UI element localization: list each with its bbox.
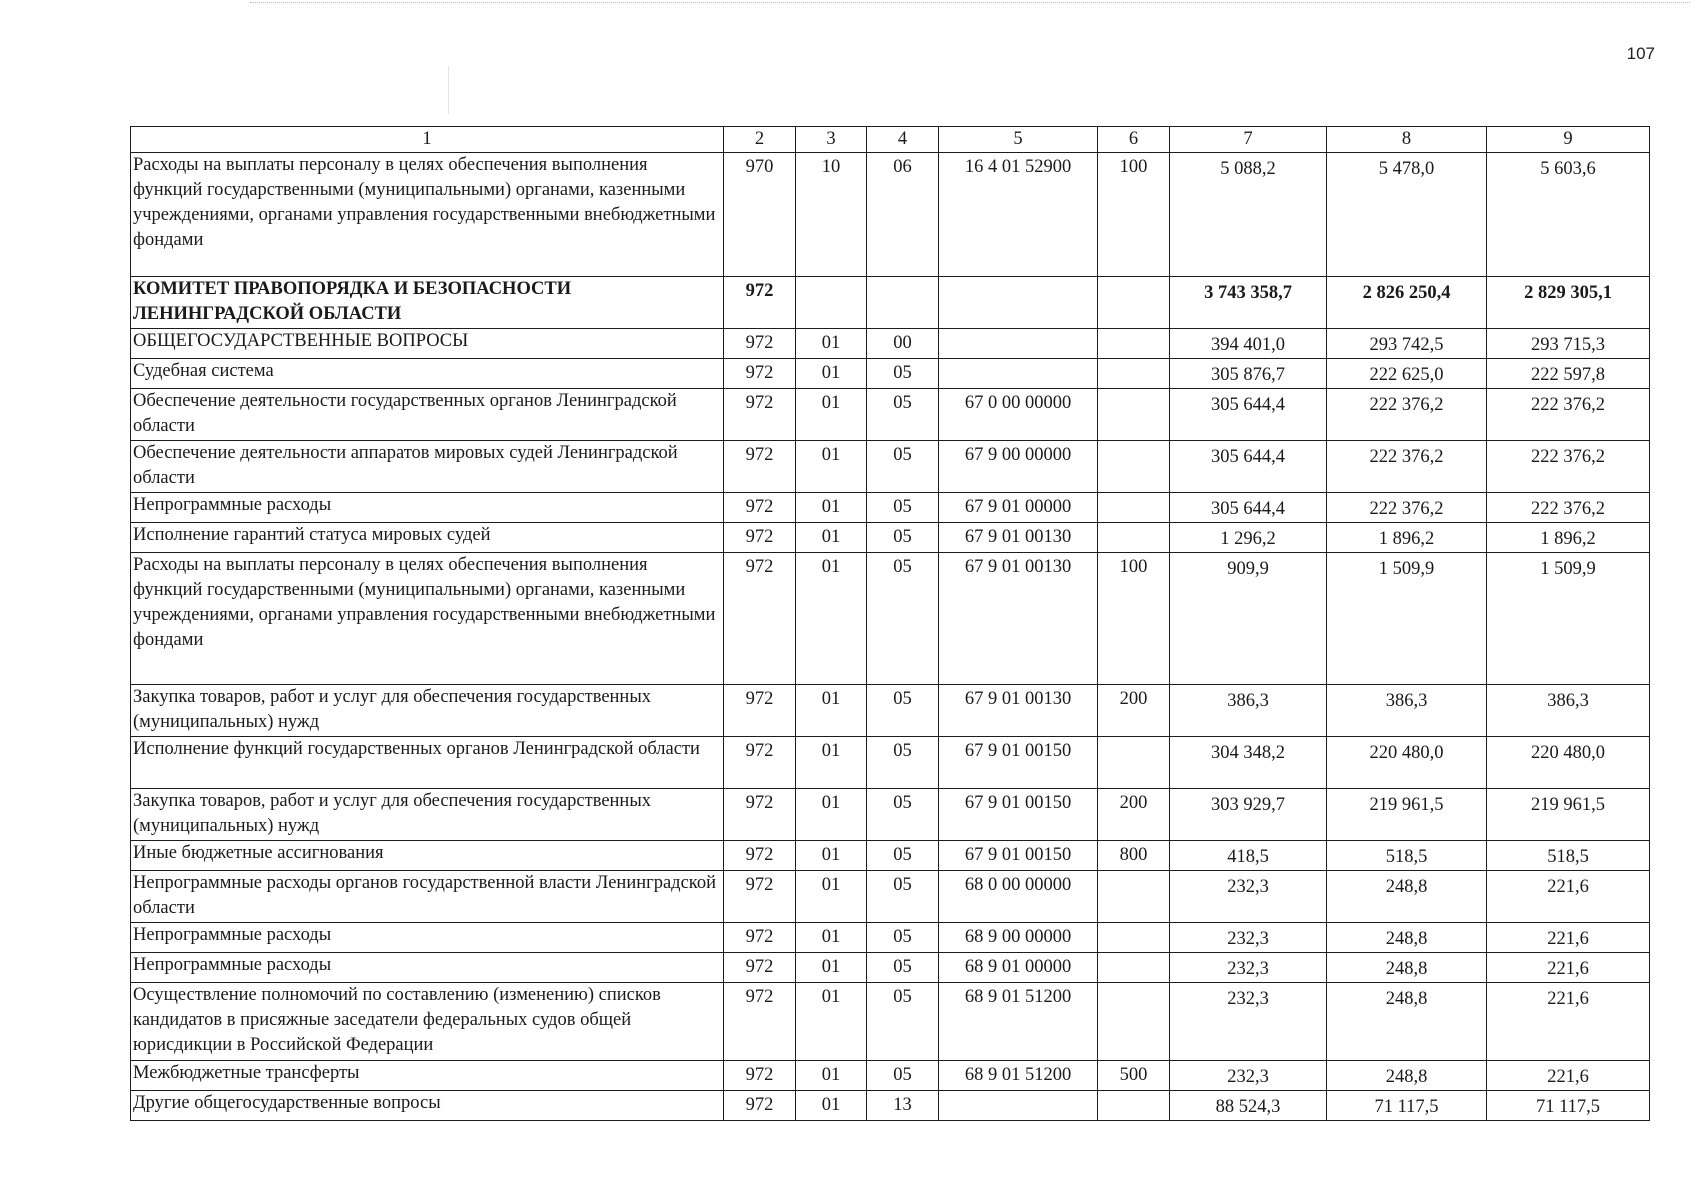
subsection-code-cell: 05 (867, 1061, 939, 1091)
amount-year-3-cell: 386,3 (1487, 685, 1650, 737)
section-code-cell: 01 (796, 983, 867, 1061)
amount-year-1-cell: 305 644,4 (1170, 493, 1327, 523)
amount-year-3-cell: 518,5 (1487, 841, 1650, 871)
expense-type-cell (1098, 953, 1170, 983)
column-number: 6 (1098, 127, 1170, 153)
subsection-code-cell: 05 (867, 953, 939, 983)
amount-year-2-cell: 293 742,5 (1327, 329, 1487, 359)
ministry-code-cell: 972 (724, 329, 796, 359)
expense-name-cell: Непрограммные расходы органов государственной власти Ленинградской области (131, 871, 724, 923)
subsection-code-cell: 05 (867, 389, 939, 441)
column-number: 9 (1487, 127, 1650, 153)
expense-name-cell: Обеспечение деятельности государственных органов Ленинградской области (131, 389, 724, 441)
expense-name-cell: Обеспечение деятельности аппаратов мировых судей Ленинградской области (131, 441, 724, 493)
section-code-cell: 01 (796, 953, 867, 983)
amount-year-1-cell: 5 088,2 (1170, 153, 1327, 277)
ministry-code-cell: 972 (724, 953, 796, 983)
section-code-cell: 01 (796, 841, 867, 871)
expense-name-cell: Непрограммные расходы (131, 493, 724, 523)
ministry-code-cell: 972 (724, 441, 796, 493)
subsection-code-cell: 05 (867, 983, 939, 1061)
table-row (131, 523, 1650, 553)
subsection-code-cell: 05 (867, 359, 939, 389)
expense-name-cell: Непрограммные расходы (131, 953, 724, 983)
expense-type-cell: 800 (1098, 841, 1170, 871)
column-number: 5 (939, 127, 1098, 153)
section-code-cell: 01 (796, 389, 867, 441)
expense-name-cell: Межбюджетные трансферты (131, 1061, 724, 1091)
amount-year-1-cell: 3 743 358,7 (1170, 277, 1327, 329)
table-row (131, 1091, 1650, 1121)
subsection-code-cell: 06 (867, 153, 939, 277)
section-code-cell: 01 (796, 685, 867, 737)
expense-type-cell: 500 (1098, 1061, 1170, 1091)
table-row (131, 441, 1650, 493)
target-article-cell (939, 359, 1098, 389)
target-article-cell: 68 9 01 51200 (939, 1061, 1098, 1091)
expense-name-cell: Исполнение функций государственных органов Ленинградской области (131, 737, 724, 789)
expense-type-cell: 100 (1098, 153, 1170, 277)
target-article-cell: 68 9 01 00000 (939, 953, 1098, 983)
amount-year-2-cell: 222 376,2 (1327, 441, 1487, 493)
section-code-cell (796, 277, 867, 329)
expense-type-cell (1098, 389, 1170, 441)
amount-year-2-cell: 248,8 (1327, 983, 1487, 1061)
ministry-code-cell: 972 (724, 277, 796, 329)
section-code-cell: 01 (796, 359, 867, 389)
target-article-cell: 67 9 01 00130 (939, 523, 1098, 553)
amount-year-1-cell: 418,5 (1170, 841, 1327, 871)
target-article-cell (939, 277, 1098, 329)
ministry-code-cell: 970 (724, 153, 796, 277)
section-code-cell: 01 (796, 1061, 867, 1091)
subsection-code-cell: 05 (867, 553, 939, 685)
subsection-code-cell: 05 (867, 789, 939, 841)
amount-year-3-cell: 222 376,2 (1487, 493, 1650, 523)
amount-year-3-cell: 219 961,5 (1487, 789, 1650, 841)
expense-name-cell: Исполнение гарантий статуса мировых судей (131, 523, 724, 553)
amount-year-1-cell: 305 876,7 (1170, 359, 1327, 389)
expense-type-cell (1098, 441, 1170, 493)
ministry-code-cell: 972 (724, 789, 796, 841)
subsection-code-cell: 05 (867, 737, 939, 789)
amount-year-3-cell: 220 480,0 (1487, 737, 1650, 789)
target-article-cell: 67 9 01 00000 (939, 493, 1098, 523)
table-row (131, 553, 1650, 685)
amount-year-2-cell: 222 376,2 (1327, 389, 1487, 441)
amount-year-3-cell: 222 597,8 (1487, 359, 1650, 389)
target-article-cell: 67 9 01 00130 (939, 553, 1098, 685)
expense-type-cell (1098, 871, 1170, 923)
section-code-cell: 01 (796, 923, 867, 953)
target-article-cell (939, 329, 1098, 359)
expense-type-cell (1098, 493, 1170, 523)
subsection-code-cell: 05 (867, 523, 939, 553)
target-article-cell: 67 0 00 00000 (939, 389, 1098, 441)
section-code-cell: 01 (796, 329, 867, 359)
table-row (131, 841, 1650, 871)
amount-year-3-cell: 5 603,6 (1487, 153, 1650, 277)
ministry-code-cell: 972 (724, 841, 796, 871)
expense-name-cell: Другие общегосударственные вопросы (131, 1091, 724, 1121)
amount-year-3-cell: 293 715,3 (1487, 329, 1650, 359)
amount-year-2-cell: 248,8 (1327, 871, 1487, 923)
amount-year-2-cell: 222 376,2 (1327, 493, 1487, 523)
subsection-code-cell: 05 (867, 871, 939, 923)
amount-year-1-cell: 386,3 (1170, 685, 1327, 737)
column-number: 2 (724, 127, 796, 153)
amount-year-3-cell: 2 829 305,1 (1487, 277, 1650, 329)
ministry-code-cell: 972 (724, 871, 796, 923)
amount-year-2-cell: 71 117,5 (1327, 1091, 1487, 1121)
amount-year-3-cell: 222 376,2 (1487, 441, 1650, 493)
column-number: 3 (796, 127, 867, 153)
section-code-cell: 01 (796, 737, 867, 789)
ministry-code-cell: 972 (724, 685, 796, 737)
budget-table-body (131, 127, 1650, 1121)
amount-year-1-cell: 304 348,2 (1170, 737, 1327, 789)
amount-year-1-cell: 232,3 (1170, 923, 1327, 953)
scan-top-rule (250, 2, 1690, 3)
amount-year-1-cell: 305 644,4 (1170, 441, 1327, 493)
expense-name-cell: Закупка товаров, работ и услуг для обеспечения государственных (муниципальных) нужд (131, 789, 724, 841)
expense-type-cell (1098, 523, 1170, 553)
amount-year-2-cell: 518,5 (1327, 841, 1487, 871)
page-number: 107 (1626, 44, 1655, 63)
section-code-cell: 01 (796, 1091, 867, 1121)
table-row (131, 953, 1650, 983)
table-row (131, 359, 1650, 389)
column-number-row (131, 127, 1650, 153)
subsection-code-cell: 00 (867, 329, 939, 359)
expense-name-cell: Расходы на выплаты персоналу в целях обеспечения выполнения функций государственными (муниципальными) органами, казенными учреждениями, органами управления государственными внебюджетными фондами (131, 553, 724, 685)
amount-year-3-cell: 221,6 (1487, 923, 1650, 953)
table-row (131, 923, 1650, 953)
expense-type-cell (1098, 1091, 1170, 1121)
amount-year-2-cell: 2 826 250,4 (1327, 277, 1487, 329)
expense-name-cell: Закупка товаров, работ и услуг для обеспечения государственных (муниципальных) нужд (131, 685, 724, 737)
table-row (131, 737, 1650, 789)
amount-year-1-cell: 305 644,4 (1170, 389, 1327, 441)
table-row (131, 389, 1650, 441)
amount-year-3-cell: 1 896,2 (1487, 523, 1650, 553)
amount-year-3-cell: 1 509,9 (1487, 553, 1650, 685)
expense-type-cell: 100 (1098, 553, 1170, 685)
amount-year-3-cell: 221,6 (1487, 953, 1650, 983)
amount-year-1-cell: 303 929,7 (1170, 789, 1327, 841)
amount-year-2-cell: 1 896,2 (1327, 523, 1487, 553)
expense-name-cell: Судебная система (131, 359, 724, 389)
ministry-code-cell: 972 (724, 1061, 796, 1091)
amount-year-3-cell: 221,6 (1487, 871, 1650, 923)
amount-year-3-cell: 221,6 (1487, 1061, 1650, 1091)
amount-year-2-cell: 386,3 (1327, 685, 1487, 737)
expense-type-cell (1098, 737, 1170, 789)
subsection-code-cell: 05 (867, 493, 939, 523)
amount-year-1-cell: 394 401,0 (1170, 329, 1327, 359)
subsection-code-cell: 05 (867, 923, 939, 953)
amount-year-2-cell: 219 961,5 (1327, 789, 1487, 841)
amount-year-1-cell: 232,3 (1170, 1061, 1327, 1091)
ministry-code-cell: 972 (724, 493, 796, 523)
expense-type-cell: 200 (1098, 789, 1170, 841)
amount-year-3-cell: 222 376,2 (1487, 389, 1650, 441)
section-code-cell: 01 (796, 871, 867, 923)
target-article-cell: 67 9 00 00000 (939, 441, 1098, 493)
subsection-code-cell: 05 (867, 685, 939, 737)
amount-year-2-cell: 248,8 (1327, 953, 1487, 983)
target-article-cell: 67 9 01 00130 (939, 685, 1098, 737)
amount-year-1-cell: 88 524,3 (1170, 1091, 1327, 1121)
target-article-cell: 67 9 01 00150 (939, 737, 1098, 789)
subsection-code-cell: 05 (867, 841, 939, 871)
section-code-cell: 01 (796, 523, 867, 553)
budget-table (130, 126, 1650, 1121)
amount-year-2-cell: 248,8 (1327, 1061, 1487, 1091)
amount-year-2-cell: 1 509,9 (1327, 553, 1487, 685)
amount-year-2-cell: 220 480,0 (1327, 737, 1487, 789)
amount-year-1-cell: 232,3 (1170, 983, 1327, 1061)
amount-year-2-cell: 5 478,0 (1327, 153, 1487, 277)
subsection-code-cell: 05 (867, 441, 939, 493)
expense-type-cell (1098, 277, 1170, 329)
amount-year-3-cell: 71 117,5 (1487, 1091, 1650, 1121)
ministry-code-cell: 972 (724, 737, 796, 789)
expense-name-cell: Расходы на выплаты персоналу в целях обеспечения выполнения функций государственными (муниципальными) органами, казенными учреждениями, органами управления государственными внебюджетными фондами (131, 153, 724, 277)
table-row (131, 983, 1650, 1061)
target-article-cell: 16 4 01 52900 (939, 153, 1098, 277)
section-code-cell: 01 (796, 553, 867, 685)
expense-name-cell: Непрограммные расходы (131, 923, 724, 953)
ministry-code-cell: 972 (724, 553, 796, 685)
scan-artifact (448, 66, 449, 114)
target-article-cell: 67 9 01 00150 (939, 841, 1098, 871)
amount-year-1-cell: 909,9 (1170, 553, 1327, 685)
subsection-code-cell: 13 (867, 1091, 939, 1121)
expense-name-cell: Иные бюджетные ассигнования (131, 841, 724, 871)
expense-type-cell (1098, 923, 1170, 953)
table-row (131, 493, 1650, 523)
amount-year-2-cell: 222 625,0 (1327, 359, 1487, 389)
column-number: 8 (1327, 127, 1487, 153)
expense-name-cell: КОМИТЕТ ПРАВОПОРЯДКА И БЕЗОПАСНОСТИ ЛЕНИНГРАДСКОЙ ОБЛАСТИ (131, 277, 724, 329)
table-row (131, 153, 1650, 277)
expense-type-cell (1098, 983, 1170, 1061)
section-code-cell: 01 (796, 493, 867, 523)
amount-year-2-cell: 248,8 (1327, 923, 1487, 953)
expense-type-cell (1098, 329, 1170, 359)
expense-name-cell: Осуществление полномочий по составлению (изменению) списков кандидатов в присяжные заседатели федеральных судов общей юрисдикции в Российской Федерации (131, 983, 724, 1061)
ministry-code-cell: 972 (724, 389, 796, 441)
table-row (131, 1061, 1650, 1091)
column-number: 7 (1170, 127, 1327, 153)
subsection-code-cell (867, 277, 939, 329)
table-row (131, 277, 1650, 329)
ministry-code-cell: 972 (724, 983, 796, 1061)
expense-type-cell: 200 (1098, 685, 1170, 737)
section-code-cell: 01 (796, 441, 867, 493)
target-article-cell: 68 9 00 00000 (939, 923, 1098, 953)
expense-name-cell: ОБЩЕГОСУДАРСТВЕННЫЕ ВОПРОСЫ (131, 329, 724, 359)
table-row (131, 685, 1650, 737)
amount-year-3-cell: 221,6 (1487, 983, 1650, 1061)
amount-year-1-cell: 232,3 (1170, 871, 1327, 923)
target-article-cell: 68 0 00 00000 (939, 871, 1098, 923)
expense-type-cell (1098, 359, 1170, 389)
section-code-cell: 10 (796, 153, 867, 277)
table-row (131, 789, 1650, 841)
target-article-cell: 67 9 01 00150 (939, 789, 1098, 841)
table-row (131, 871, 1650, 923)
table-row (131, 329, 1650, 359)
amount-year-1-cell: 1 296,2 (1170, 523, 1327, 553)
column-number: 1 (131, 127, 724, 153)
column-number: 4 (867, 127, 939, 153)
ministry-code-cell: 972 (724, 523, 796, 553)
amount-year-1-cell: 232,3 (1170, 953, 1327, 983)
ministry-code-cell: 972 (724, 359, 796, 389)
section-code-cell: 01 (796, 789, 867, 841)
target-article-cell: 68 9 01 51200 (939, 983, 1098, 1061)
target-article-cell (939, 1091, 1098, 1121)
ministry-code-cell: 972 (724, 1091, 796, 1121)
ministry-code-cell: 972 (724, 923, 796, 953)
